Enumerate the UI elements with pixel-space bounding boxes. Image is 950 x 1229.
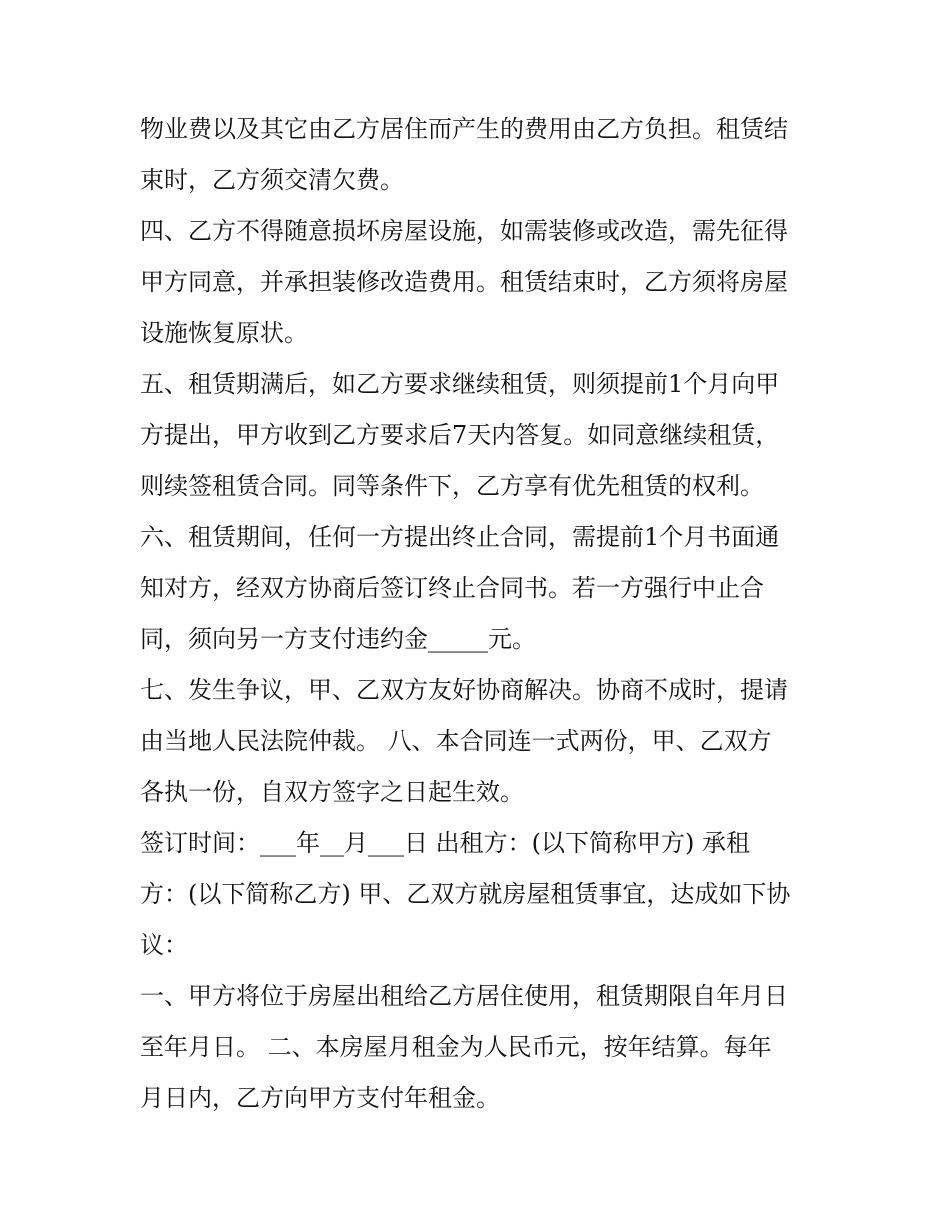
text-line: 束时，乙方须交清欠费。 xyxy=(140,166,404,194)
text-line: 七、发生争议，甲、乙双方友好协商解决。协商不成时，提请 xyxy=(140,676,788,704)
text-line: 物业费以及其它由乙方居住而产生的费用由乙方负担。租赁结 xyxy=(140,115,788,143)
text-line: 五、租赁期满后，如乙方要求继续租赁，则须提前1个月向甲 xyxy=(140,370,780,398)
text-line: 由当地人民法院仲裁。 八、本合同连一式两份，甲、乙双方 xyxy=(140,727,772,755)
text-line: 则续签租赁合同。同等条件下，乙方享有优先租赁的权利。 xyxy=(140,472,764,500)
text-line: 月日内，乙方向甲方支付年租金。 xyxy=(140,1084,500,1112)
text-line: 四、乙方不得随意损坏房屋设施，如需装修或改造，需先征得 xyxy=(140,217,788,245)
text-line: 签订时间：___年__月___日 出租方：(以下简称甲方) 承租 xyxy=(140,829,750,857)
text-line: 六、租赁期间，任何一方提出终止合同，需提前1个月书面通 xyxy=(140,523,780,551)
contract-body-text xyxy=(140,104,820,1124)
text-line: 甲方同意，并承担装修改造费用。租赁结束时，乙方须将房屋 xyxy=(140,268,788,296)
text-line: 设施恢复原状。 xyxy=(140,319,308,347)
text-line: 各执一份，自双方签字之日起生效。 xyxy=(140,778,524,806)
text-line: 一、甲方将位于房屋出租给乙方居住使用，租赁期限自年月日 xyxy=(140,982,788,1010)
text-line: 方提出，甲方收到乙方要求后7天内答复。如同意继续租赁， xyxy=(140,421,780,449)
text-line: 同，须向另一方支付违约金_____元。 xyxy=(140,625,536,653)
text-line: 方：(以下简称乙方) 甲、乙双方就房屋租赁事宜，达成如下协 xyxy=(140,880,791,908)
text-line: 至年月日。 二、本房屋月租金为人民币元，按年结算。每年 xyxy=(140,1033,772,1061)
text-line: 知对方，经双方协商后签订终止合同书。若一方强行中止合 xyxy=(140,574,764,602)
text-line: 议： xyxy=(140,931,188,959)
